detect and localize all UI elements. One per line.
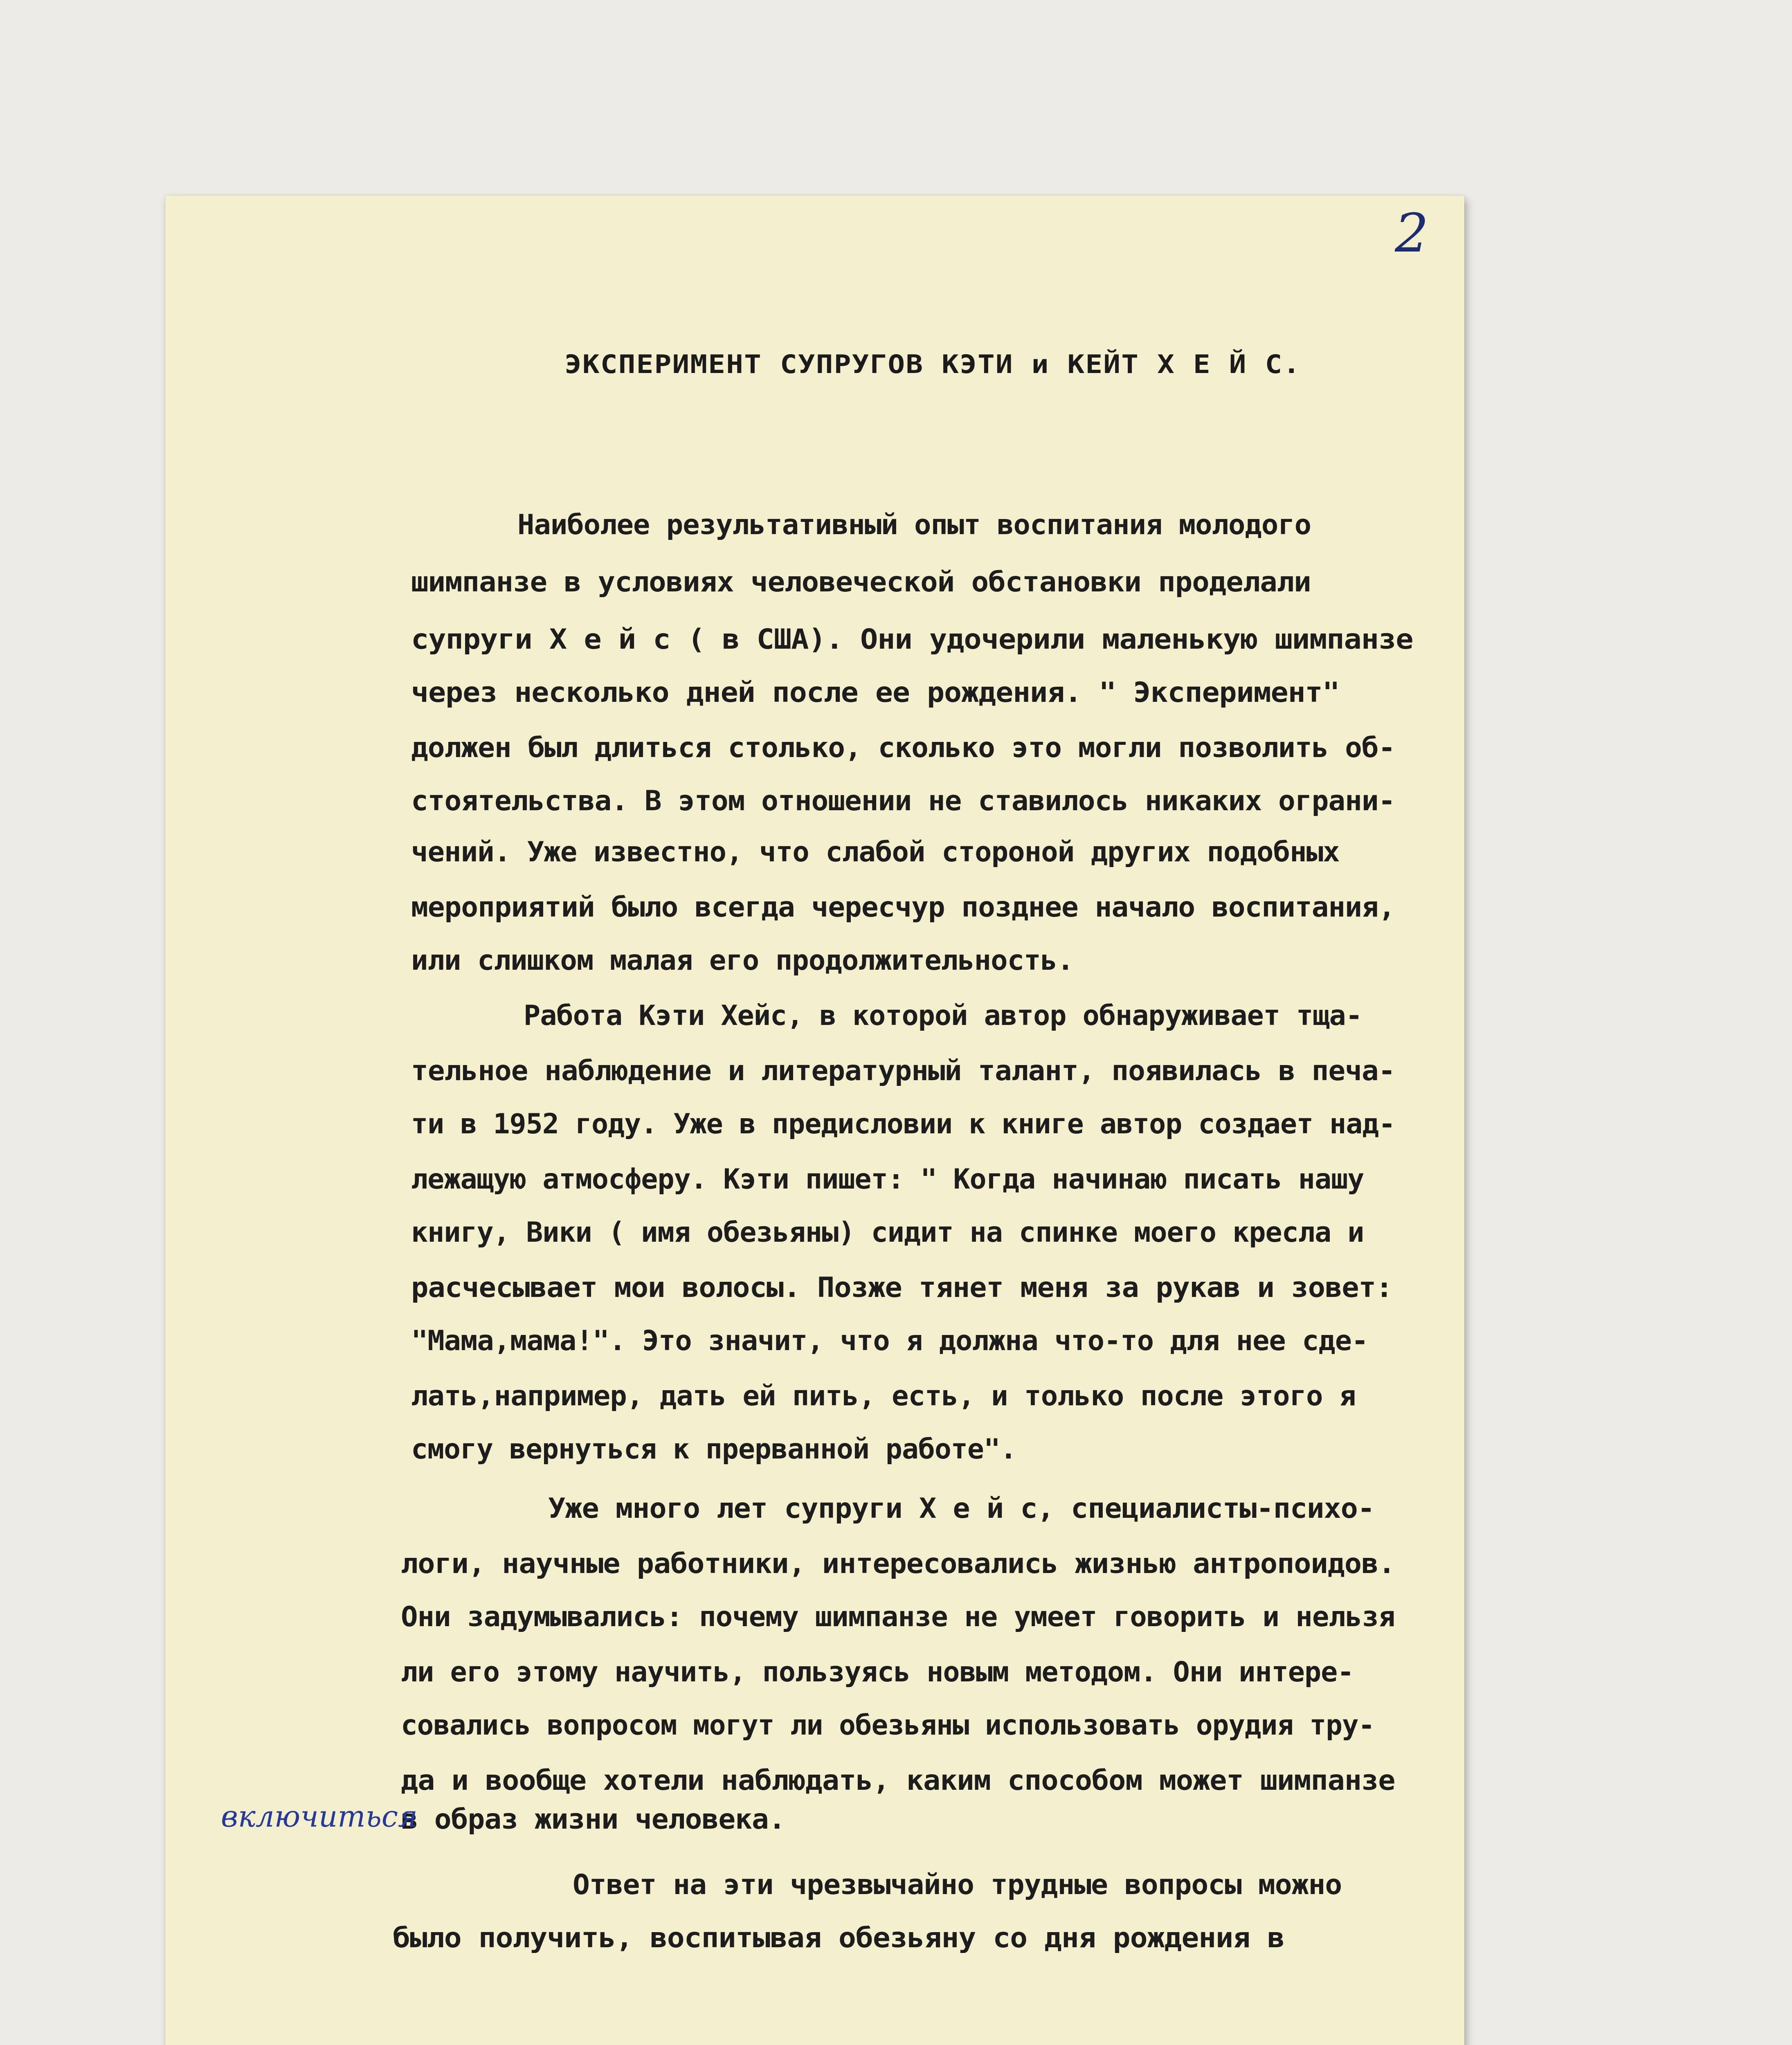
text-line: шимпанзе в условиях человеческой обстановки проделали — [411, 566, 1311, 598]
text-line: супруги Х е й с ( в США). Они удочерили маленькую шимпанзе — [411, 623, 1413, 656]
document-title: ЭКСПЕРИМЕНТ СУПРУГОВ КЭТИ и КЕЙТ Х Е Й С. — [564, 349, 1301, 379]
text-line: "Мама,мама!". Это значит, что я должна что-то для нее сде- — [411, 1325, 1368, 1357]
text-line: Ответ на эти чрезвычайно трудные вопросы можно — [573, 1869, 1342, 1901]
text-line: в образ жизни человека. — [401, 1803, 785, 1836]
text-line: логи, научные работники, интересовались жизнью антропоидов. — [401, 1548, 1395, 1580]
text-line: ли его этому научить, пользуясь новым методом. Они интере- — [401, 1656, 1354, 1688]
text-line: или слишком малая его продолжительность. — [411, 944, 1074, 977]
text-line: книгу, Вики ( имя обезьяны) сидит на спинке моего кресла и — [411, 1216, 1364, 1249]
text-line: чений. Уже известно, что слабой стороной других подобных — [411, 836, 1340, 868]
text-line: тельное наблюдение и литературный талант, появилась в печа- — [411, 1055, 1395, 1087]
text-line: через несколько дней после ее рождения. " Эксперимент" — [411, 676, 1340, 709]
text-line: ти в 1952 году. Уже в предисловии к книге автор создает над- — [411, 1108, 1395, 1140]
text-line: да и вообще хотели наблюдать, каким способом может шимпанзе — [401, 1764, 1395, 1797]
text-line: смогу вернуться к прерванной работе". — [411, 1433, 1016, 1465]
text-line: было получить, воспитывая обезьяну со дня рождения в — [393, 1922, 1284, 1954]
text-line: должен был длиться столько, сколько это могли позволить об- — [411, 732, 1395, 764]
text-line: Они задумывались: почему шимпанзе не умеет говорить и нельзя — [401, 1601, 1395, 1633]
handwritten-margin-note: включиться — [221, 1799, 418, 1834]
text-line: совались вопросом могут ли обезьяны использовать орудия тру- — [401, 1709, 1375, 1742]
text-line: Наиболее результативный опыт воспитания молодого — [517, 509, 1311, 541]
text-line: лать,например, дать ей пить, есть, и только после этого я — [411, 1380, 1356, 1412]
text-line: расчесывает мои волосы. Позже тянет меня за рукав и зовет: — [411, 1272, 1393, 1304]
text-line: стоятельства. В этом отношении не ставилось никаких ограни- — [411, 785, 1395, 817]
handwritten-page-number: 2 — [1395, 202, 1429, 264]
text-line: мероприятий было всегда чересчур позднее начало воспитания, — [411, 891, 1395, 924]
text-line: Работа Кэти Хейс, в которой автор обнаруживает тща- — [524, 1000, 1362, 1032]
text-line: лежащую атмосферу. Кэти пишет: " Когда начинаю писать нашу — [411, 1163, 1364, 1196]
text-line: Уже много лет супруги Х е й с, специалисты-психо- — [548, 1492, 1375, 1525]
